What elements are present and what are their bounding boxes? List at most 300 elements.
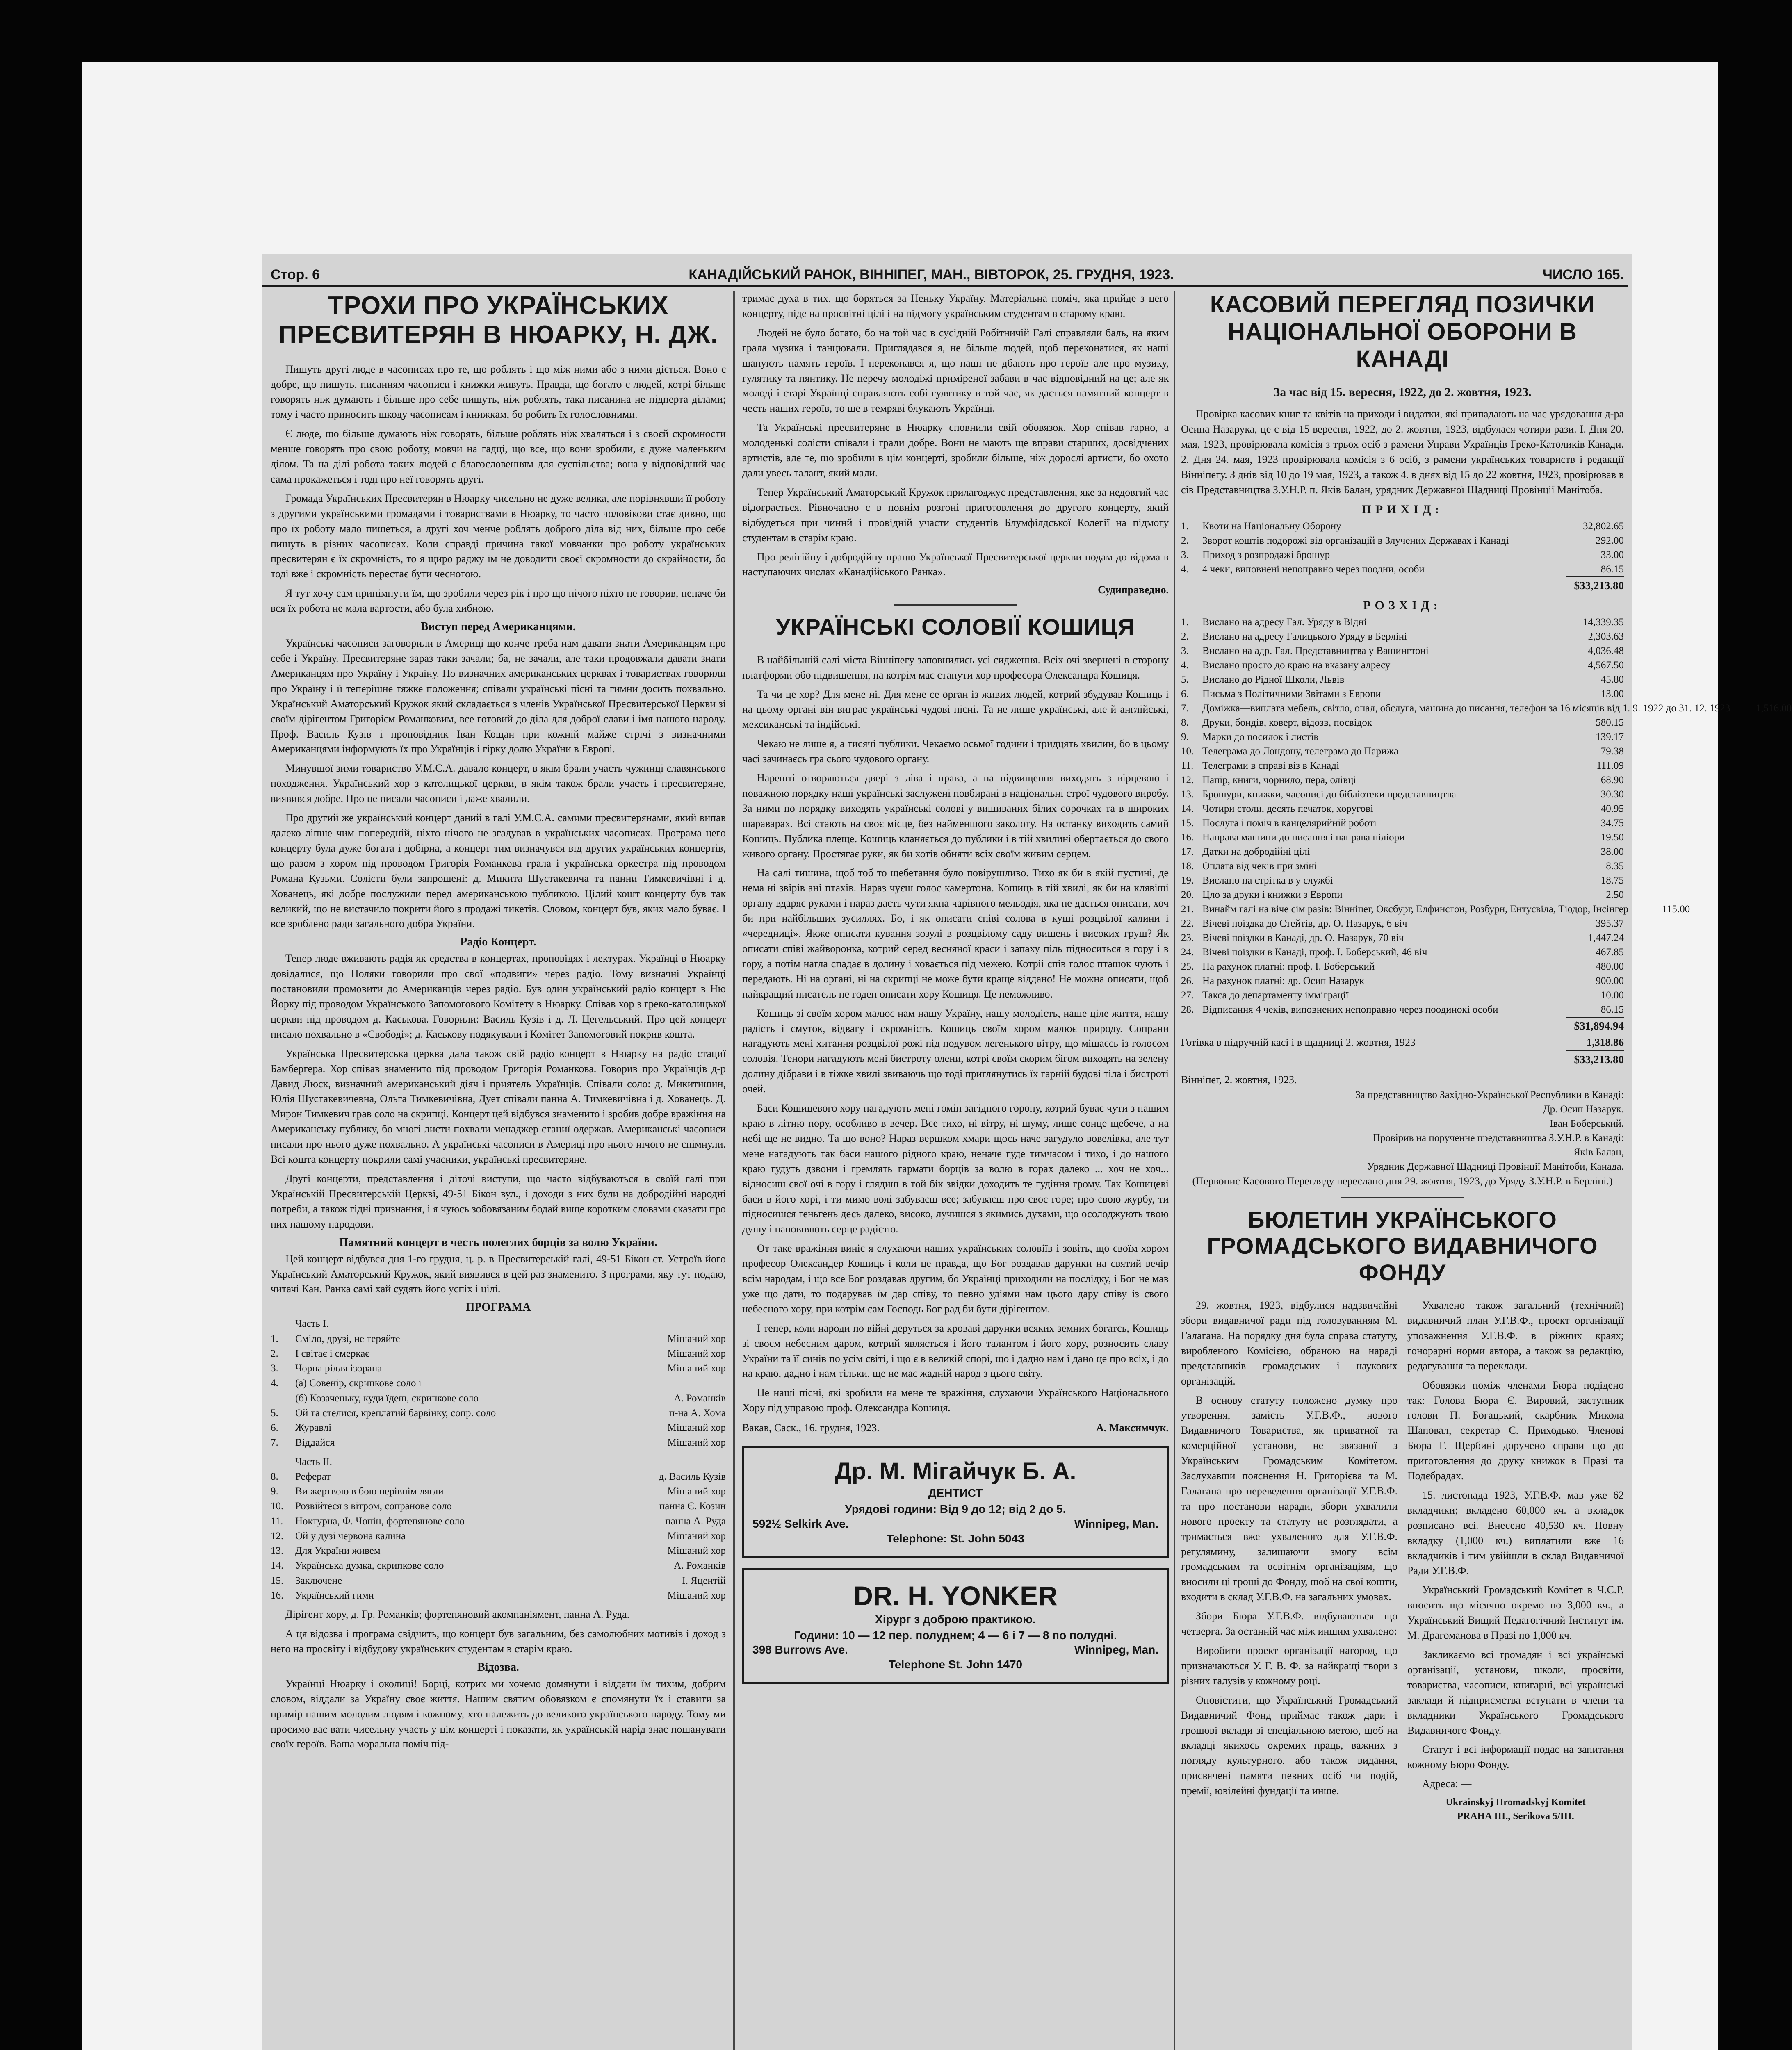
ledger-row-amount: 79.38 bbox=[1600, 746, 1624, 757]
program-item-number: 12. bbox=[271, 1530, 284, 1542]
paragraph: Українці Нюарку і околиці! Борці, котрих ми хочемо домянути і віддати їм тихим, добрим словом, віддали за Україну своє життя. Нашим святим обовязком є спомянути їх і ставити за примір нашим молодим людям і кожному, хто належить до великого українського народу. Тому ми просимо вас вати чисельну участь у цім концерті і показати, як українській нарід знає пошанувати своїх героїв. Ваша моральна поміч під- bbox=[271, 1677, 726, 1750]
ledger-row-amount: 115.00 bbox=[1662, 904, 1690, 915]
paragraph: Тепер Український Аматорський Кружок прилагоджує представлення, яке за недовгий час відограється. Рівночасно є в повнім розгоні приготовлення до другого концерту, який відбудеться при чиннй і провідній участи студентів Блумфілдської Колегії на підмогу студентам в старім краю. bbox=[742, 486, 1169, 544]
paragraph: Українська Пресвитерська церква дала також свій радіо концерт в Нюарку на радіо стациї Бамбергера. Хор співав знаменито під проводом Григорія Романкова. Говорив про Українців д-р Давид Люск, визначний американський діяч і приятель Українців. Співали соло: д. Микитишин, Юлія Шустакевичевна, Ольга Тимкевичівна, Дует співали панна А. Тимкевичівна і д. Хованець. Д. Мирон Тимкевич грав соло на скрипці. Концерт цей відбувся знаменито і зробив добре вражіння на Американську публику, бо многі листи похвали менаджер стациї одержав. Американські часописи писали про нього дуже похвально. А українські часописи в Америці про нього нічого не спімнули. Всі кошта концерту покрили самі учасники, українські пресвитеряне. bbox=[271, 1047, 726, 1166]
signature-role: Урядник Державної Щадниці Провінції Манітоби, Канада. bbox=[1367, 1161, 1624, 1172]
place-date: Вінніпег, 2. жовтня, 1923. bbox=[1181, 1074, 1297, 1086]
paragraph: Пишуть другі люде в часописах про те, що роблять і що між ними або з ними діється. Воно є добре, що пишуть, писанням часописи і книжки живуть. Правда, що богато є людей, котрі більше говорять ніж думають і більше про себе пишуть, ніж роблять, така писанина не підперта ділами; тому і часто приносить шкоду часописам і книжкам, бо робить їх голословними. bbox=[271, 363, 726, 421]
ledger-row-amount: 292.00 bbox=[1596, 535, 1624, 546]
ledger-row-amount: 4,567.50 bbox=[1588, 660, 1624, 671]
ledger-row-label: На рахунок платні: др. Осип Назарук bbox=[1202, 975, 1364, 986]
ledger-row bbox=[1181, 687, 1624, 701]
program-item-performer: панна Є. Козин bbox=[659, 1501, 726, 1512]
column-3 bbox=[1181, 291, 1792, 2050]
ledger-row-amount: 86.15 bbox=[1600, 563, 1624, 575]
ledger-row-number: 4. bbox=[1181, 660, 1189, 671]
paragraph: І тепер, коли народи по війні деруться за кровавi дарунки всяких земних богатсь, Кошиць зі своєм небесним даром, котрий являється і його талантом і його хору, розносить славу України та її синів по усім світі, і що є в великій спорі, що і дадно нам і дано це про всіх, і до на краю, дадно і нам тільки, ще не має жадній народ з цього світу. bbox=[742, 1322, 1169, 1380]
ledger-row-label: Оплата від чеків при зміні bbox=[1202, 861, 1317, 872]
paragraph: Про другий же український концерт даний в галі У.М.С.А. самими пресвитерянами, який випав далеко ліпше чим попередній, ніхто нічого не згадував в українських часописах. Програма цего концерту була дуже богата і добірна, а концерт тим визначувся від других українських концертів, що разом з хором під проводом Григорія Романкова грала і українська оркестра під проводом Романа Кузьми. Солісти були запрошені: д. Микита Шустакевича та панни Тимкевичівні і д. Хованець, які добре послужили перед американською публикою. Цілий кошт концерту був так великий, що не вистачило покрити його з продажі тикетів. Словом, концерт був, яких мало буває. І все зроблено ради загального добра України. bbox=[271, 812, 726, 930]
ledger-row bbox=[1181, 672, 1624, 687]
bulletin-right-column bbox=[1407, 1298, 1624, 1823]
ledger-row bbox=[1181, 629, 1624, 644]
signature-name: Іван Боберський. bbox=[1549, 1118, 1624, 1129]
address-line: PRAHA III., Serikova 5/III. bbox=[1457, 1811, 1574, 1822]
cash-amount: 1,318.86 bbox=[1587, 1036, 1624, 1048]
program-item-title: Ноктурна, Ф. Чопін, фортепянове соло bbox=[295, 1515, 465, 1527]
program-item bbox=[271, 1332, 726, 1346]
program-item-performer bbox=[723, 1376, 726, 1391]
ledger-row-number: 5. bbox=[1181, 674, 1189, 685]
page-number: Стор. 6 bbox=[271, 267, 320, 282]
program-item-title: Заключене bbox=[295, 1575, 342, 1586]
ledger-row bbox=[1181, 959, 1624, 974]
ledger-row-amount: 86.15 bbox=[1600, 1004, 1624, 1015]
paragraph: Закликаємо всі громадян і всі українські організації, установи, школи, просвіти, товариства, часописи, книгарні, всі українські заклади й підприємства вступати в члени та вкладники Українського Громадського Видавничого Фонду. bbox=[1407, 1649, 1624, 1736]
ledger-row-label: Вислано просто до краю на вказану адресу bbox=[1202, 660, 1391, 671]
ledger-row bbox=[1181, 701, 1792, 715]
ledger-row-label: Вислано на адр. Гал. Представництва у Вашингтоні bbox=[1202, 645, 1429, 656]
ledger-row-label: 4 чеки, виповнені непоправно через поодни, особи bbox=[1202, 563, 1425, 575]
ledger-row bbox=[1181, 615, 1624, 629]
signature: Судиправедно. bbox=[1098, 584, 1169, 596]
program-item-title: Чорна рілля ізорана bbox=[295, 1363, 382, 1374]
program-item-number: 9. bbox=[271, 1486, 278, 1497]
ledger-row-amount: 139.17 bbox=[1596, 731, 1624, 743]
program-item-number: 16. bbox=[271, 1590, 284, 1601]
ledger-row-label: Телеграма до Лондону, телеграма до Парижа bbox=[1202, 746, 1398, 757]
paragraph: Є люде, що більше думають ніж говорять, більше роблять ніж хваляться і з своєй скромности менше говорять про свою роботу, мовчи на гадці, що все, що вони зробили, є дуже маленьким ділом. Та на ділі робота таких людей є благословенням для суспільства; вона у відповідний час сама прокажеться і тоді про неї говорять другі. bbox=[271, 428, 726, 485]
program-item-title: Реферат bbox=[295, 1471, 331, 1482]
ledger-row-amount: 2,303.63 bbox=[1588, 631, 1624, 642]
subheading: Виступ перед Американцями. bbox=[421, 620, 576, 633]
ledger-row-label: На рахунок платні: проф. І. Боберський bbox=[1202, 961, 1375, 972]
program-item-title: Ой та стелися, креплатий барвінку, сопр. соло bbox=[295, 1407, 496, 1419]
ledger-row-number: 18. bbox=[1181, 861, 1194, 872]
cash-label: Готівка в підручній касі і в щадниці 2. жовтня, 1923 bbox=[1181, 1036, 1416, 1048]
ledger-row-number: 2. bbox=[1181, 631, 1189, 642]
article-koshyts-body bbox=[742, 653, 1169, 1436]
ledger-row-label: Вислано до Рідної Школи, Львів bbox=[1202, 674, 1345, 685]
ledger-row-amount: 68.90 bbox=[1600, 774, 1624, 786]
paragraph: Виробити проект організації нагород, що призначаються У. Г. В. Ф. за найкращі твори з різних галузів у кожному році. bbox=[1181, 1645, 1398, 1687]
program-item-title: Ой у дузі червона калина bbox=[295, 1530, 406, 1542]
ad-phone: Telephone St. John 1470 bbox=[888, 1658, 1023, 1671]
ledger-row bbox=[1181, 845, 1624, 859]
ledger-row-label: Марки до посилок і листів bbox=[1202, 731, 1319, 743]
program-item bbox=[271, 1435, 726, 1450]
paragraph: В найбільшій салі міста Вінніпегу заповнились усі сидження. Всіх очі звернені в сторону платформи обо підвищення, на котрім має станути хор професора Олександра Кошиця. bbox=[742, 654, 1169, 681]
program-item-performer: Мішаний хор bbox=[667, 1348, 726, 1359]
ledger-row-label: Винайм галі на віче сім разів: Вінніпег, Оксбург, Елфинстон, Розбурн, Ентусвіла, Тіодор, Інсінгер bbox=[1202, 904, 1629, 915]
paragraph: Обовязки поміж членами Бюра подідено так: Голова Бюра Є. Вировий, заступник голови П. Богацький, скарбник Микола Шаповал, секретар Є. Приходько. Членові Бюра Г. Щербині доручено справи що до приготовлення до друку книжок в Празі та Подєбрадах. bbox=[1407, 1379, 1624, 1482]
column-rule bbox=[1174, 291, 1175, 2050]
ledger-row-amount: 40.95 bbox=[1600, 803, 1624, 814]
ledger-row-label: Папір, книги, чорнило, пера, олівці bbox=[1202, 774, 1357, 786]
issue-number: ЧИСЛО 165. bbox=[1543, 267, 1624, 282]
ledger-row bbox=[1181, 816, 1624, 830]
program-list bbox=[271, 1469, 726, 1603]
program-item-title: (б) Козаченьку, куди їдеш, скрипкове соло bbox=[295, 1392, 479, 1404]
program-item-title: Для України живем bbox=[295, 1545, 381, 1557]
paragraph: От таке вражіння виніс я слухаючи наших українських соловіїв і зовіть, що своїм хором професор Олександер Кошиць і коли це правда, що Бог роздавав дарунки на святий вечір всім народам, і що все Бог роздавав другим, бо Українці приходили на послідку, і Бог не мав уже що дати, то подарував їм дар співу, то певно удіями нам цього дару співу із свого небесного хору, при котрім сам Господь Бог рад би бути дірігентом. bbox=[742, 1242, 1169, 1315]
paragraph: Другі концерти, представлення і діточі виступи, що часто відбуваються в своїй галі при Українській Пресвитерській Церкві, 49-51 Бікон вул., і доходи з них були на добродійні народні потреби, а також гідні признання, і я чуюсь зобовязаним бодай вище коротким словами сказати про них нашому народови. bbox=[271, 1173, 726, 1230]
ad-city: Winnipeg, Man. bbox=[1074, 1643, 1158, 1656]
paragraph: В основу статуту положено думку про утворення, замість У.Г.В.Ф., нового Видавничого Товариства, як приватної та комерційної установи, не звязаної з Українським Громадським Комітетом. Заслухавши пояснення Н. Григорієва та М. Галагана про переведення організації У.Г.В.Ф. та про постанови наради, збори ухвалили нового проекту та статуту не розглядати, а тримається вже ухваленого для У.Г.В.Ф. регулямину, залишаючи змогу всім громадським та освітнім організаціям, що вносили ці гроші до Фонду, щоб на свої кошти, входити в склад У.Г.В.Ф. на загальних умовах. bbox=[1181, 1394, 1398, 1603]
program-item-title: Журавлі bbox=[295, 1422, 332, 1434]
program-item bbox=[271, 1499, 726, 1514]
ledger-row-amount: 4,036.48 bbox=[1588, 645, 1624, 656]
paragraph: Про релігійну і добродійну працю Української Пресвитерської церкви подам до відома в наступаючих числах «Канадійського Ранка». bbox=[742, 551, 1169, 578]
ledger-row-amount: 19.50 bbox=[1600, 832, 1624, 843]
program-item-number: 4. bbox=[271, 1378, 278, 1389]
program-item-number: 5. bbox=[271, 1407, 278, 1419]
paragraph: Минувшої зими товариство У.М.С.А. давало концерт, в якім брали участь чужинці славянського походження. Український хор з католицької церкви, в якім також брали участь і пресвитеряне, виявився добре. Про це писали часописи і даже хвалили. bbox=[271, 762, 726, 805]
program-item-title: Розвійтеся з вітром, сопранове соло bbox=[295, 1501, 452, 1512]
expense-heading: РОЗХІД: bbox=[1363, 599, 1442, 612]
program-item-number: 15. bbox=[271, 1575, 284, 1586]
program-item-number: 3. bbox=[271, 1363, 278, 1374]
ledger-row bbox=[1181, 888, 1624, 902]
signature-name: Яків Балан, bbox=[1573, 1147, 1624, 1158]
article-bulletin-body bbox=[1181, 1298, 1624, 1823]
ledger-row bbox=[1181, 802, 1624, 816]
ledger-row-number: 4. bbox=[1181, 563, 1189, 575]
ledger-row-amount: 580.15 bbox=[1596, 717, 1624, 728]
ad-address-row bbox=[752, 1643, 1158, 1656]
program-part: Часть І. bbox=[295, 1318, 329, 1330]
ledger-row-label: Відписання 4 чеків, виповнених непоправно через поодинокі особи bbox=[1202, 1004, 1498, 1015]
program-item-performer: Мішаний хор bbox=[667, 1333, 726, 1344]
ledger-row-number: 12. bbox=[1181, 774, 1194, 786]
ledger-row bbox=[1181, 773, 1624, 787]
subheading: Відозва. bbox=[477, 1660, 519, 1674]
ledger-row-number: 9. bbox=[1181, 731, 1189, 743]
program-item-performer: Мішаний хор bbox=[667, 1422, 726, 1434]
ledger-row-amount: 30.30 bbox=[1600, 789, 1624, 800]
paragraph: Та Українські пресвитеряне в Нюарку сповнили свій обовязок. Хор співав гарно, а молоденькі солісти співали і грали добре. Вони не мають ще вправи старших, досвідчених артистів, але те, що зробили в цім концерті, зробили більше, ніж дорослі артисти, бо охото дали увесь талант, який мали. bbox=[742, 421, 1169, 479]
expense-sum-row bbox=[1181, 1017, 1624, 1034]
article-bulletin-headline: БЮЛЕТИН УКРАЇНСЬКОГО ГРОМАДСЬКОГО ВИДАВНИЧОГО ФОНДУ bbox=[1207, 1206, 1598, 1285]
program-item bbox=[271, 1391, 726, 1406]
ad-title: Др. М. Мігайчук Б. А. bbox=[834, 1458, 1076, 1485]
cash-row bbox=[1181, 1034, 1624, 1050]
program-item bbox=[271, 1361, 726, 1376]
paragraph: Збори Бюра У.Г.В.Ф. відбуваються що четверга. За останній час між иншим ухвалено: bbox=[1181, 1610, 1398, 1638]
ad-surgeon bbox=[742, 1568, 1169, 1685]
program-item bbox=[271, 1558, 726, 1573]
ledger-row-number: 20. bbox=[1181, 889, 1194, 900]
program-title: ПРОГРАМА bbox=[465, 1301, 531, 1314]
ledger-row bbox=[1181, 902, 1690, 916]
ledger-row-amount: 34.75 bbox=[1600, 818, 1624, 829]
program-part: Часть ІІ. bbox=[295, 1456, 332, 1467]
paragraph: Провірка касових книг та квітів на приходи і видатки, які припадають на час урядовання д-ра Осипа Назарука, це є від 15 вересня, 1922, до 2. жовтня, 1923, відбулася чотири рази. І. Дня 20. мая, 1923, провірювала комісія з трьох осіб з рамени Управи Українців Греко-Католиків Канади. 2. Дня 24. мая, 1923 провірювала комісія з 6 осіб, з рамени українських товариств і редакції Вінніпегу. З днів від 10 до 19 мая, 1923, а також 4. в днях від 15 до 22 жовтня, 1923, провірював в сів Представництва З.У.Н.Р. п. Яків Балан, урядник Державної Щадниці Провінції Манітоба. bbox=[1181, 408, 1624, 496]
program-list bbox=[271, 1332, 726, 1451]
ledger-period: За час від 15. вересня, 1922, до 2. жовтня, 1923. bbox=[1273, 385, 1532, 399]
ledger-row bbox=[1181, 744, 1624, 758]
ledger-row-number: 13. bbox=[1181, 789, 1194, 800]
program-item-performer: Мішаний хор bbox=[667, 1590, 726, 1601]
article-ledger-headline: КАСОВИЙ ПЕРЕГЛЯД ПОЗИЧКИ НАЦІОНАЛЬНОЇ ОБОРОНИ В КАНАДІ bbox=[1210, 291, 1595, 373]
ledger-row bbox=[1181, 658, 1624, 672]
address-label: Адреса: — bbox=[1422, 1778, 1472, 1790]
income-total: $33,213.80 bbox=[1566, 576, 1624, 594]
ledger-row-amount: 14,339.35 bbox=[1583, 617, 1624, 628]
program-item bbox=[271, 1406, 726, 1421]
article-presbyterians-body bbox=[271, 362, 726, 1752]
ledger-row-amount: 45.80 bbox=[1600, 674, 1624, 685]
separator bbox=[1341, 1197, 1464, 1198]
signature: А. Максимчук. bbox=[1096, 1422, 1169, 1434]
ledger-row-label: Доміжка—виплата мебель, світло, опал, обслуга, машина до писання, телефон за 16 місяців від 1. 9. 1922 до 31. 12. 1923 bbox=[1202, 703, 1730, 714]
bulletin-left-column bbox=[1181, 1298, 1398, 1823]
program-item bbox=[271, 1574, 726, 1588]
paragraph: Громада Українських Пресвитерян в Нюарку чисельно не дуже велика, але порівнявши її роботу з другими українськими громадами і товариствами в Нюарку, то часто чоловікови стає дивно, що про їх роботу мало пишеться, а другі хоч менче роблять доброго ділa від них, більше про себе пишуть в різних часописах. Коли справді причина такої мовчанки про роботу українських пресвитерян є їх скромність, то я щиро раджу їм не доводити своєї скромности до скрайности, бо тоді вже і скромність перестає бути чеснотою. bbox=[271, 492, 726, 580]
signature-label: За представництво Західно-Української Республики в Канаді: bbox=[1355, 1089, 1624, 1100]
ledger-row-amount: 8.35 bbox=[1606, 861, 1624, 872]
program-item-number: 14. bbox=[271, 1560, 284, 1572]
ledger-row-amount: 38.00 bbox=[1600, 846, 1624, 857]
program-item bbox=[271, 1421, 726, 1435]
ledger-row bbox=[1181, 758, 1624, 773]
ledger-row-label: Вислано на стрітка в у службі bbox=[1202, 875, 1333, 886]
paragraph: Статут і всі інформації подає на запитання кожному Бюро Фонду. bbox=[1407, 1743, 1624, 1771]
ledger-row-number: 1. bbox=[1181, 520, 1189, 532]
program-item-number bbox=[271, 1391, 295, 1406]
program-item-number: 8. bbox=[271, 1471, 278, 1482]
ledger-row-number: 17. bbox=[1181, 846, 1194, 857]
address-line: Ukrainskyj Hromadskyj Komitet bbox=[1445, 1797, 1586, 1808]
program-item-performer: Мішаний хор bbox=[667, 1486, 726, 1497]
ledger-row-number: 10. bbox=[1181, 746, 1194, 757]
ledger-row-amount: 2.50 bbox=[1606, 889, 1624, 900]
program-item bbox=[271, 1529, 726, 1544]
ledger-row bbox=[1181, 931, 1624, 945]
ledger-row-label: Друки, бондів, коверт, відозв, посвідок bbox=[1202, 717, 1372, 728]
ledger-row-amount: 33.00 bbox=[1600, 549, 1624, 560]
program-item-performer: Мішаний хор bbox=[667, 1545, 726, 1557]
grand-total: $33,213.80 bbox=[1566, 1050, 1624, 1068]
program-item-number: 1. bbox=[271, 1333, 278, 1344]
ledger-row bbox=[1181, 859, 1624, 873]
program-item-title: І світає і смеркає bbox=[295, 1348, 370, 1359]
paragraph: Ухвалено також загальний (технічний) видавничий план У.Г.В.Ф., проект організації уповажнення У.Г.В.Ф. в ріжних краях; гонорарні норми автора, а також за редакцію, редагування та переклади. bbox=[1407, 1299, 1624, 1372]
paragraph: тримає духа в тих, що боряться за Неньку Україну. Матеріальна поміч, яка прийде з цего концерту, піде на просвітні цілі і на підмогу українським студентам в старому краю. bbox=[742, 292, 1169, 319]
program-item-performer: А. Романків bbox=[674, 1392, 726, 1404]
ledger-row-label: Зворот коштів подорожі від організацій в Злучених Державах і Канаді bbox=[1202, 535, 1509, 546]
ad-city: Winnipeg, Man. bbox=[1074, 1517, 1158, 1530]
ledger-row-label: Вислано на адресу Галицького Уряду в Берліні bbox=[1202, 631, 1407, 642]
program-item-title: Український гимн bbox=[295, 1590, 374, 1601]
program-item-performer: А. Романків bbox=[674, 1560, 726, 1572]
income-list bbox=[1181, 519, 1624, 576]
ad-address: 592½ Selkirk Ave. bbox=[752, 1517, 849, 1530]
income-heading: ПРИХІД: bbox=[1361, 502, 1443, 516]
program-item-number: 11. bbox=[271, 1515, 283, 1527]
ledger-row-amount: 18.75 bbox=[1600, 875, 1624, 886]
subheading: Радіо Концерт. bbox=[460, 936, 536, 949]
ledger-row bbox=[1181, 830, 1624, 845]
ledger-row-number: 28. bbox=[1181, 1004, 1194, 1015]
ledger-row-label: Квоти на Національну Оборону bbox=[1202, 520, 1341, 532]
separator bbox=[894, 604, 1017, 606]
ledger-row-amount: 900.00 bbox=[1596, 975, 1624, 986]
ledger-row bbox=[1181, 519, 1624, 533]
ledger-row-number: 1. bbox=[1181, 617, 1189, 628]
ad-address: 398 Burrows Ave. bbox=[752, 1643, 848, 1656]
ledger-row-label: Телеграми в справі віз в Канаді bbox=[1202, 760, 1339, 771]
ledger-row bbox=[1181, 916, 1624, 931]
ledger-row-amount: 13.00 bbox=[1600, 688, 1624, 699]
program-item bbox=[271, 1544, 726, 1558]
program-item-number: 6. bbox=[271, 1422, 278, 1434]
program-item-performer: Мішаний хор bbox=[667, 1363, 726, 1374]
dateline-row bbox=[742, 1420, 1169, 1436]
ledger-row-number: 3. bbox=[1181, 645, 1189, 656]
ledger-row-label: Датки на добродійні цілі bbox=[1202, 846, 1310, 857]
paragraph: Цей концерт відбувся дня 1-го грудня, ц. р. в Пресвитерській галі, 49-51 Бікон ст. Устроїв його Український Аматорський Кружок, який виявився в цей раз знаменито. З програми, яку тут подаю, читачі Кан. Ранка самі хай судять його успіх і цілі. bbox=[271, 1253, 726, 1295]
paragraph: Кошиць зі своїм хором малює нам нашу Україну, нашу молодість, наше ціле життя, нашу радість і смуток, відвагу і скромність. Кошиць своїм хором малює природу. Сопрани нагадують мені хитання розцвілої рожі під подувом легенького вітру, що мішаєсь із голосом соловія. Тенори нагадують мені бистроту олени, котрі своїм скорим бігом виходять на зелену долину дібрави і в тіжке хвилі звиваючь що тоді приглянутись їх гарній будові тіла і бистроті очей. bbox=[742, 1007, 1169, 1095]
ledger-row-number: 14. bbox=[1181, 803, 1194, 814]
program-item-performer: Мішаний хор bbox=[667, 1437, 726, 1449]
program-item bbox=[271, 1376, 726, 1391]
newspaper-page bbox=[262, 254, 1792, 2050]
ledger-row-label: Такса до департаменту імміграції bbox=[1202, 990, 1349, 1001]
ledger-row bbox=[1181, 945, 1624, 959]
program-item-title: Віддайся bbox=[295, 1437, 335, 1449]
program-item bbox=[271, 1514, 726, 1529]
signature-name: Др. Осип Назарук. bbox=[1543, 1104, 1624, 1115]
ad-hours: Години: 10 — 12 пер. полуднем; 4 — 6 і 7 — 8 по полудні. bbox=[794, 1629, 1117, 1642]
ledger-row bbox=[1181, 974, 1624, 988]
ledger-row-label: Письма з Політичними Звітами з Европи bbox=[1202, 688, 1381, 699]
income-total-row bbox=[1181, 576, 1624, 594]
paragraph: Чекаю не лише я, а тисячі публики. Чекаємо осьмої години і тридцять хвилин, бо в цьому часі зачинаєсь гра сього чудового органу. bbox=[742, 738, 1169, 765]
ledger-row bbox=[1181, 988, 1624, 1002]
article-presbyterians-continued bbox=[742, 291, 1169, 596]
ledger-row bbox=[1181, 787, 1624, 802]
paragraph: Тепер люде вживають радія як средства в концертах, проповідях і лектурах. Українці в Нюарку довідалися, що Поляки говорили про свої «подвиги» через радіо. Тому визначні Українці постановили промовити до Американців через радіо. Був один український радіо концерт в Ню Йорку під проводом Українського Запомогового Комітету в Нюарку. Співав хор з греко-католицької церкви під проводом д. Каськова. Говорили: Василь Кузів і д. Л. Цегельський. Про цей концерт писало похвально в «Свободі»; д. Каськову подякували і Комітет Запомоговий покрив кошта. bbox=[271, 952, 726, 1040]
ledger-row-label: Направа машини до писання і направа піліори bbox=[1202, 832, 1405, 843]
ad-phone: Telephone: St. John 5043 bbox=[887, 1532, 1024, 1545]
ad-title: DR. H. YONKER bbox=[853, 1580, 1058, 1611]
program-item-number: 2. bbox=[271, 1348, 278, 1359]
program-item-title: Ви жертвою в бою нерівнім лягли bbox=[295, 1486, 444, 1497]
ledger-row bbox=[1181, 644, 1624, 658]
ledger-row bbox=[1181, 562, 1624, 576]
ledger-row bbox=[1181, 1002, 1624, 1017]
ledger-row-amount: 1,516.00 bbox=[1756, 703, 1792, 714]
program-item bbox=[271, 1588, 726, 1603]
article-presbyterians-headline: ТРОХИ ПРО УКРАЇНСЬКИХ ПРЕСВИТЕРЯН В НЮАРКУ, Н. ДЖ. bbox=[278, 292, 718, 349]
ledger-row-number: 8. bbox=[1181, 717, 1189, 728]
paragraph: На салі тишина, щоб тоб то щебетання було повірушливо. Тихо як би в якій пустині, де нема ні звірів ані птахів. Нараз чуєш голос камертона. Кошиць в тій хвилі, як би на клявіші органу вдаряє руками і нараз дасть чути якна чарівного мельодія, яка не дається описати, хоч би при найбільших зусиллях. Бо, і як описати співі солова в куші розцвілої калини і «чередниці». Якже описати кування зозулі в розцвілому саду вишень і високих груш? Як описати співі жайворонка, котрий серед весняної краси і запаху піль підноситься в гору і в гору, а потім нагла спадає в долину і ховається під межею. Котріі спів голос пташок чують і передають. Ні на органі, ні на скрипці не може бути краще віддано! Не можна описати, щоб найкращий писатель не годен описати хору Кошиця. Це неможливо. bbox=[742, 867, 1169, 1000]
ledger-signatures bbox=[1181, 1088, 1624, 1174]
ledger-row-amount: 10.00 bbox=[1600, 990, 1624, 1001]
program-item bbox=[271, 1346, 726, 1361]
paragraph: Та чи це хор? Для мене ні. Для мене се орган із живих людей, котрий збудував Кошиць і на цьому органі він виграє українські чудові пісні. Та не лише українські, але й англійські, мексиканські та індійські. bbox=[742, 688, 1169, 731]
running-head bbox=[262, 254, 1632, 283]
paragraph: Нарешті отворяються двері з ліва і права, а на підвищення виходять з вірцевою і поважною порядку наші українські заслужені повбирані в національні строї чудового виробу. За ними по порядку виходять українські солові у вишиваних білих сорочках та в широких шараварах. Всі стають на своє місце, без найменшого заколоту. На останку виходить самий Кошиць. Публика плеще. Кошиць кланяється до публики і в тій хвилині обертається до свого живого органу. Простягає руки, як би хотів обняти всіх своїм живим серцем. bbox=[742, 772, 1169, 860]
program-item-title: (а) Совенір, скрипкове соло і bbox=[295, 1378, 422, 1389]
paragraph: Баси Кошицевого хору нагадують мені гомін загідного горону, котрий буває чути з нашим краю в літню пору, особливо в вечер. Все тихо, ні вітру, ні шуму, лише сонце щебече, а на небі ще не видно. Та що воно? Нараз вершком хмари щось наче загудуло вовелівка, але тут мене нагадують так баси нашого рідного краю, неначе гуде тимчасом і тихо, і до нашого краю гудуть дзвони і гремлять гармати борців за волю в горах далеко ... хоч не хоч... відносиш свої очі в гору і глядиш в той бік звідки доходить те гудіння грому. Так Кошицеві баси в його хорі, і ти мимо волі забуваєш все; забуваєш про своє горе; про свою журбу, ти підносишся геньгень десь далеко, високо, лучишся з якимись духами, що осолоджують твою душу і наповняють серце радістю. bbox=[742, 1102, 1169, 1235]
ledger-row bbox=[1181, 548, 1624, 562]
ledger-row-number: 25. bbox=[1181, 961, 1194, 972]
ledger-row-label: Вислано на адресу Гал. Уряду в Відні bbox=[1202, 617, 1367, 628]
ledger-row-number: 24. bbox=[1181, 947, 1194, 958]
expense-list bbox=[1181, 615, 1792, 1017]
expense-sum: $31,894.94 bbox=[1566, 1017, 1624, 1034]
ledger-row-number: 11. bbox=[1181, 760, 1194, 771]
ledger-row-number: 19. bbox=[1181, 875, 1194, 886]
signature-label: Провірив на порученне представництва З.У.Н.Р. в Канаді: bbox=[1372, 1132, 1624, 1143]
ledger-row-label: Вічеві поїздки в Канаді, проф. І. Боберський, 46 віч bbox=[1202, 947, 1427, 958]
paragraph: 29. жовтня, 1923, відбулися надзвичайні збори видавничої ради під головуванням М. Галагана. На порядку дня була справа статуту, виробленого Комісією, обраною на нараді представників громадських і наукових організацій. bbox=[1181, 1299, 1398, 1387]
ledger-row-number: 21. bbox=[1181, 904, 1194, 915]
film-frame bbox=[82, 61, 1792, 2050]
ledger-row-number: 27. bbox=[1181, 990, 1194, 1001]
ledger-row-number: 22. bbox=[1181, 918, 1194, 929]
paragraph: Дірігент хору, д. Гр. Романків; фортепяновий акомпаніямент, панна А. Руда. bbox=[285, 1608, 630, 1621]
ledger-row-number: 3. bbox=[1181, 549, 1189, 560]
column-2 bbox=[742, 291, 1169, 2050]
ledger-row-label: Чотири столи, десять печаток, хоругові bbox=[1202, 803, 1373, 814]
ledger-row bbox=[1181, 533, 1624, 548]
program-item-performer: Мішаний хор bbox=[667, 1530, 726, 1542]
program-item bbox=[271, 1469, 726, 1484]
subheading: Памятний концерт в честь полеглих борців за волю України. bbox=[339, 1236, 657, 1249]
ledger-row-number: 15. bbox=[1181, 818, 1194, 829]
ledger-row bbox=[1181, 715, 1624, 730]
program-item-number: 10. bbox=[271, 1501, 284, 1512]
program-item-performer: І. Яцентій bbox=[682, 1575, 726, 1586]
ledger-row-amount: 480.00 bbox=[1596, 961, 1624, 972]
program-item-title: Українська думка, скрипкове соло bbox=[295, 1560, 444, 1572]
program-item-number: 7. bbox=[271, 1437, 278, 1449]
program-item-performer: п-на А. Хома bbox=[669, 1407, 726, 1419]
program-item-number: 13. bbox=[271, 1545, 284, 1557]
program-item bbox=[271, 1484, 726, 1499]
dateline: Вакав, Саск., 16. грудня, 1923. bbox=[742, 1422, 880, 1434]
ledger-row-number: 2. bbox=[1181, 535, 1189, 546]
ledger-row-amount: 467.85 bbox=[1596, 947, 1624, 958]
ledger-row-label: Приход з розпродажі брошур bbox=[1202, 549, 1330, 560]
masthead: КАНАДІЙСЬКИЙ РАНОК, ВІННІПЕГ, МАН., ВІВТОРОК, 25. ГРУДНЯ, 1923. bbox=[689, 267, 1174, 282]
ledger-row-amount: 395.37 bbox=[1596, 918, 1624, 929]
paragraph: Я тут хочу сам припімнути їм, що зробили через рік і про що нічого ніхто не говорив, неначе би вся їх робота не мала вартости, або була хибною. bbox=[271, 587, 726, 615]
ledger-row-number: 7. bbox=[1181, 703, 1189, 714]
ledger-note: (Первопис Касового Перегляду переслано дня 29. жовтня, 1923, до Уряду З.У.Н.Р. в Берліні.) bbox=[1192, 1175, 1613, 1187]
ad-dentist bbox=[742, 1446, 1169, 1558]
ledger-row-amount: 32,802.65 bbox=[1583, 520, 1624, 532]
paragraph: А ця відозва і програма свідчить, що концерт був загальним, без самолюбних мотивів і доход з него на просвіту і відбудову українських студентам в старім краю. bbox=[271, 1628, 726, 1655]
head-rule bbox=[262, 285, 1628, 287]
ledger-row-label: Вічеві поїздка до Стейтів, др. О. Назарук, 6 віч bbox=[1202, 918, 1407, 929]
program-item-performer: д. Василь Кузів bbox=[659, 1471, 726, 1482]
paragraph: Людей не було богато, бо на той час в сусідній Робітничій Галі справляли баль, на яким грала музика і танцювали. Приглядався я, не більше людей, щоб переконатися, як наші шанують память героїв. І переконався я, що наші не дбають про героїв але про музику, гулятику та пянтику. Не перечу молодіжі приміреної забави в час відповідний на це; але як молоді і старі Українці справляють собі гулятику в той час, як дається памятний концерт в честь наших героїв, то ще в темряві блукають Українці. bbox=[742, 326, 1169, 415]
ledger-row-number: 16. bbox=[1181, 832, 1194, 843]
ad-address-row bbox=[752, 1517, 1158, 1531]
paragraph: Український Громадський Комітет в Ч.С.Р. вносить що місячно окремо по 3,000 кч., а Український Вищий Педагогічний Інститут ім. М. Драгоманова в Празі по 1,000 кч. bbox=[1407, 1584, 1624, 1642]
ledger-row bbox=[1181, 873, 1624, 888]
ledger-row-number: 23. bbox=[1181, 932, 1194, 943]
ledger-row-amount: 111.09 bbox=[1596, 760, 1624, 771]
ledger-row-label: Вічеві поїздки в Канаді, др. О. Назарук, 70 віч bbox=[1202, 932, 1404, 943]
column-rule bbox=[733, 291, 735, 2050]
ledger-row-number: 26. bbox=[1181, 975, 1194, 986]
grand-total-row bbox=[1181, 1050, 1624, 1068]
paragraph: Оповістити, що Український Громадський Видавничий Фонд приймає також дари і грошові вклади зі спеціальною метою, щоб на вкладці якихось окремих праць, важних з погляду культурного, або також видання, присвячені памяти певних осіб чи подій, премії, ювілейні фундації та инше. bbox=[1181, 1694, 1398, 1797]
